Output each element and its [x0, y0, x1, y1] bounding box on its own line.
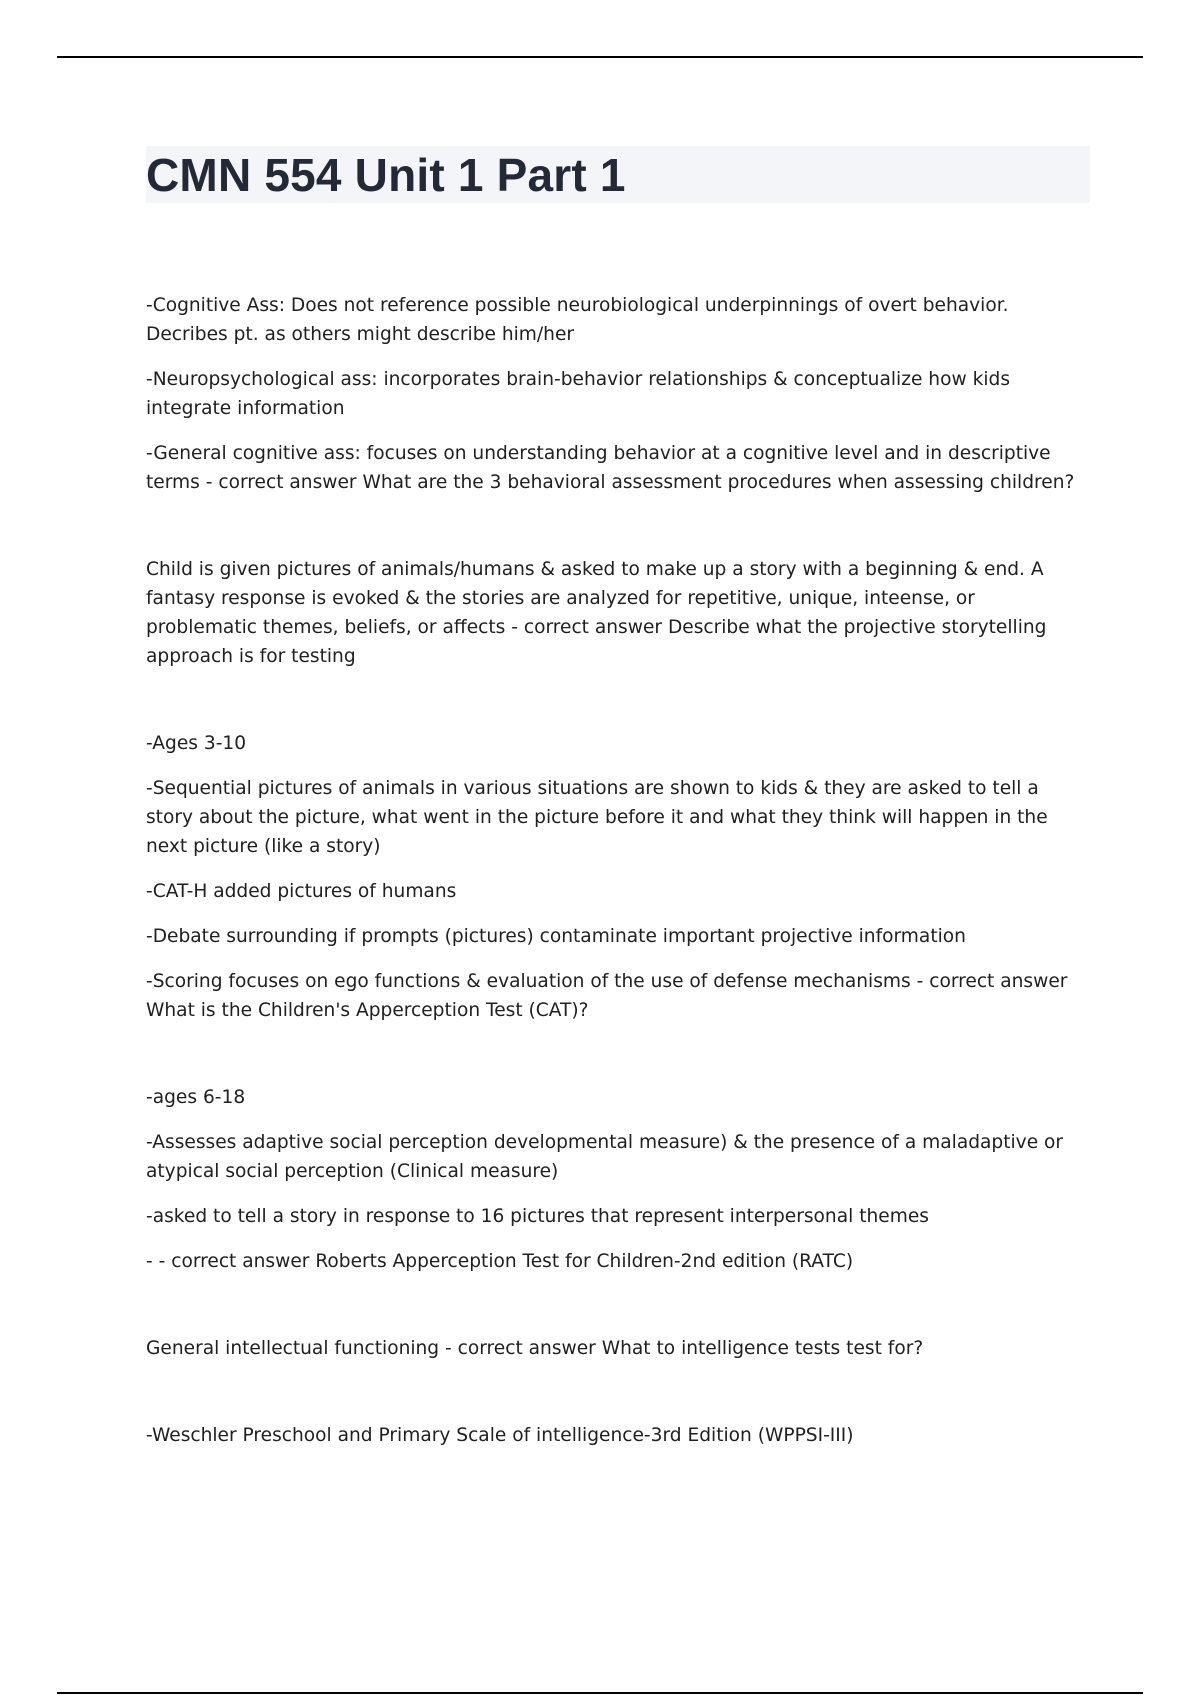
text-line: -Scoring focuses on ego functions & evaluation of the use of defense mechanisms - correct answer What is the Children's Apperception Test (CAT)? [146, 971, 1068, 1021]
document-body [146, 146, 1090, 1450]
qa-block [146, 1334, 1090, 1363]
top-rule [57, 56, 1143, 58]
qa-block [146, 291, 1090, 497]
text-line: -ages 6-18 [146, 1087, 246, 1108]
text-line: -Sequential pictures of animals in various situations are shown to kids & they are asked to tell a story about the picture, what went in the picture before it and what they think will happen in the next picture (like a story) [146, 778, 1048, 857]
qa-block [146, 555, 1090, 671]
text-line: - - correct answer Roberts Apperception Test for Children-2nd edition (RATC) [146, 1251, 854, 1272]
document-title: CMN 554 Unit 1 Part 1 [146, 148, 626, 201]
text-line: -General cognitive ass: focuses on understanding behavior at a cognitive level and in descriptive terms - correct answer What are the 3 behavioral assessment procedures when assessing children? [146, 443, 1075, 493]
qa-list [146, 291, 1090, 1450]
text-line: -Neuropsychological ass: incorporates brain-behavior relationships & conceptualize how kids integrate information [146, 369, 1011, 419]
title-banner [146, 146, 1090, 203]
text-line: -CAT-H added pictures of humans [146, 881, 457, 902]
text-line: -Debate surrounding if prompts (pictures) contaminate important projective information [146, 926, 966, 947]
qa-block [146, 729, 1090, 1025]
text-line: -Cognitive Ass: Does not reference possible neurobiological underpinnings of overt behavior. Decribes pt. as others might describe him/her [146, 295, 1009, 345]
text-line: General intellectual functioning - correct answer What to intelligence tests test for? [146, 1338, 924, 1359]
text-line: -asked to tell a story in response to 16 pictures that represent interpersonal themes [146, 1206, 929, 1227]
text-line: -Ages 3-10 [146, 733, 247, 754]
qa-block [146, 1083, 1090, 1276]
text-line: Child is given pictures of animals/humans & asked to make up a story with a beginning & end. A fantasy response is evoked & the stories are analyzed for repetitive, unique, inteense, or problematic themes, beliefs, or affects - correct answer Describe what the projective storytelling approach is for testing [146, 559, 1047, 667]
text-line: -Weschler Preschool and Primary Scale of intelligence-3rd Edition (WPPSI-III) [146, 1425, 854, 1446]
bottom-rule [57, 1692, 1143, 1694]
qa-block [146, 1421, 1090, 1450]
text-line: -Assesses adaptive social perception developmental measure) & the presence of a maladaptive or atypical social perception (Clinical measure) [146, 1132, 1064, 1182]
